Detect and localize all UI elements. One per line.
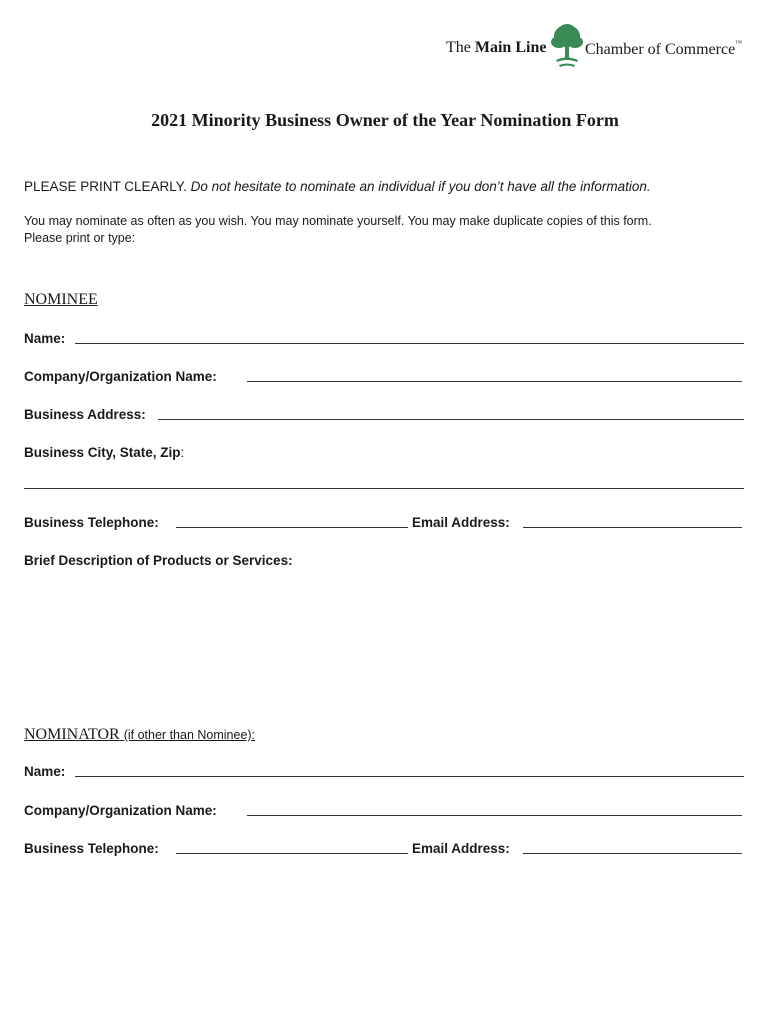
nominee-phone-field[interactable] [176, 527, 408, 528]
nominee-email-label: Email Address: [412, 515, 510, 530]
nominator-note: (if other than Nominee): [123, 728, 256, 742]
nominator-email-field[interactable] [523, 853, 742, 854]
intro-italic-note: Do not hesitate to nominate an individual if you don’t have all the information. [190, 179, 651, 194]
intro-details: You may nominate as often as you wish. You may nominate yourself. You may make duplicate copies of this form. Please print or type: [24, 214, 652, 245]
intro-instructions: PLEASE PRINT CLEARLY. Do not hesitate to nominate an individual if you don’t have all the information. [24, 179, 651, 194]
nominator-phone-field[interactable] [176, 853, 408, 854]
form-title: 2021 Minority Business Owner of the Year Nomination Form [151, 110, 619, 130]
logo-suffix-text: Chamber of Commerce™ [585, 39, 743, 58]
logo-prefix-text: The Main Line [446, 39, 547, 56]
nominator-phone-label: Business Telephone: [24, 841, 159, 856]
tree-icon [550, 22, 584, 70]
nominee-city-label: Business City, State, Zip: [24, 445, 185, 460]
nominee-description-label: Brief Description of Products or Services: [24, 553, 293, 568]
nominee-name-field[interactable] [75, 343, 744, 344]
nominee-name-label: Name: [24, 331, 66, 346]
nominee-company-label: Company/Organization Name: [24, 369, 217, 384]
nominee-company-field[interactable] [247, 381, 742, 382]
nominee-phone-label: Business Telephone: [24, 515, 159, 530]
nominee-heading: NOMINEE [24, 291, 98, 308]
nominator-name-label: Name: [24, 764, 66, 779]
nominator-email-label: Email Address: [412, 841, 510, 856]
nominee-city-field[interactable] [24, 488, 744, 489]
nominator-heading: NOMINATOR (if other than Nominee): [24, 726, 256, 743]
nominator-company-label: Company/Organization Name: [24, 803, 217, 818]
logo-brand-text: Main Line [474, 39, 547, 56]
nominee-address-field[interactable] [158, 419, 744, 420]
chamber-logo [446, 22, 756, 72]
nominator-name-field[interactable] [75, 776, 744, 777]
nominee-description-area[interactable] [24, 575, 744, 705]
nominee-address-label: Business Address: [24, 407, 146, 422]
nominee-email-field[interactable] [523, 527, 742, 528]
nominator-company-field[interactable] [247, 815, 742, 816]
